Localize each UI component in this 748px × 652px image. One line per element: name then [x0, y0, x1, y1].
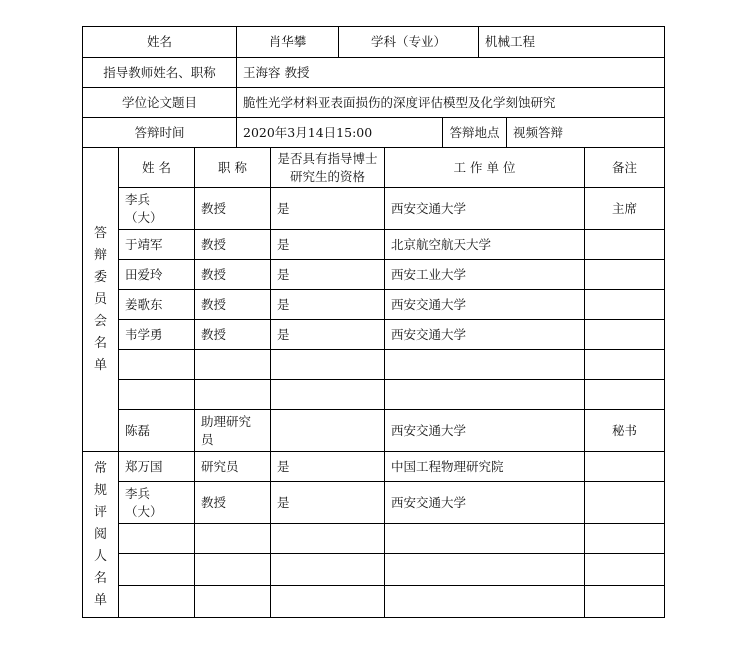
member-title: 教授	[195, 188, 271, 230]
info-table	[82, 26, 665, 148]
subject-label: 学科（专业）	[339, 27, 479, 58]
member-unit: 西安交通大学	[385, 188, 585, 230]
committee-label-char: 答	[93, 225, 107, 241]
member-note	[585, 554, 665, 586]
member-unit: 西安工业大学	[385, 260, 585, 290]
member-title	[195, 554, 271, 586]
committee-label-char: 辩	[93, 247, 107, 263]
member-qualification	[271, 350, 385, 380]
member-name: 陈磊	[119, 410, 195, 452]
member-qualification: 是	[271, 452, 385, 482]
committee-label-char: 会	[93, 313, 107, 329]
member-unit: 中国工程物理研究院	[385, 452, 585, 482]
member-note: 秘书	[585, 410, 665, 452]
member-note	[585, 290, 665, 320]
reviewer-row	[83, 524, 665, 554]
defense-place-value: 视频答辩	[507, 118, 665, 148]
defense-time-label: 答辩时间	[83, 118, 237, 148]
member-note: 主席	[585, 188, 665, 230]
member-unit	[385, 554, 585, 586]
col-note-header: 备注	[585, 148, 665, 188]
committee-label-char: 委	[93, 269, 107, 285]
committee-row	[83, 260, 665, 290]
committee-label-char: 单	[93, 357, 107, 373]
member-name	[119, 554, 195, 586]
member-note	[585, 482, 665, 524]
col-title-header: 职 称	[195, 148, 271, 188]
reviewers-label-char: 评	[93, 504, 107, 520]
committee-row	[83, 410, 665, 452]
reviewers-label-char: 单	[93, 592, 107, 608]
member-qualification: 是	[271, 482, 385, 524]
reviewers-label-char: 常	[93, 460, 107, 476]
member-title	[195, 524, 271, 554]
member-unit	[385, 524, 585, 554]
member-name	[119, 380, 195, 410]
member-note	[585, 380, 665, 410]
member-note	[585, 230, 665, 260]
committee-label-char: 员	[93, 291, 107, 307]
reviewers-label-char: 人	[93, 548, 107, 564]
member-name: 李兵 （大）	[119, 482, 195, 524]
advisor-label: 指导教师姓名、职称	[83, 58, 237, 88]
member-qualification	[271, 410, 385, 452]
member-name: 姜歌东	[119, 290, 195, 320]
member-note	[585, 320, 665, 350]
member-unit: 西安交通大学	[385, 320, 585, 350]
name-label: 姓名	[83, 27, 237, 58]
member-title: 研究员	[195, 452, 271, 482]
reviewer-row	[83, 554, 665, 586]
member-qualification: 是	[271, 320, 385, 350]
committee-row	[83, 380, 665, 410]
member-name: 于靖军	[119, 230, 195, 260]
member-unit: 西安交通大学	[385, 482, 585, 524]
member-qualification	[271, 554, 385, 586]
member-name	[119, 350, 195, 380]
member-title: 助理研究 员	[195, 410, 271, 452]
thesis-value: 脆性光学材料亚表面损伤的深度评估模型及化学刻蚀研究	[237, 88, 665, 118]
committee-label	[83, 148, 119, 452]
reviewers-label-char: 阅	[93, 526, 107, 542]
advisor-value: 王海容 教授	[237, 58, 665, 88]
member-title: 教授	[195, 320, 271, 350]
members-table	[82, 147, 665, 618]
member-qualification	[271, 586, 385, 618]
col-qualification-header: 是否具有指导博士研究生的资格	[271, 148, 385, 188]
reviewer-row	[83, 482, 665, 524]
subject-value: 机械工程	[479, 27, 665, 58]
committee-row	[83, 188, 665, 230]
member-title	[195, 350, 271, 380]
reviewers-label-char: 规	[93, 482, 107, 498]
committee-row	[83, 230, 665, 260]
member-note	[585, 260, 665, 290]
member-note	[585, 524, 665, 554]
member-title: 教授	[195, 290, 271, 320]
member-name: 田爱玲	[119, 260, 195, 290]
committee-row	[83, 350, 665, 380]
member-name: 李兵 （大）	[119, 188, 195, 230]
member-qualification	[271, 380, 385, 410]
defense-time-value: 2020年3月14日15:00	[237, 118, 443, 148]
reviewer-row	[83, 586, 665, 618]
member-name	[119, 586, 195, 618]
reviewer-row	[83, 452, 665, 482]
member-note	[585, 452, 665, 482]
member-qualification: 是	[271, 230, 385, 260]
member-note	[585, 350, 665, 380]
member-name	[119, 524, 195, 554]
column-header-row	[83, 148, 665, 188]
member-unit	[385, 380, 585, 410]
col-name-header: 姓 名	[119, 148, 195, 188]
member-name: 韦学勇	[119, 320, 195, 350]
thesis-label: 学位论文题目	[83, 88, 237, 118]
committee-row	[83, 320, 665, 350]
member-qualification	[271, 524, 385, 554]
committee-label-char: 名	[93, 335, 107, 351]
member-unit: 西安交通大学	[385, 290, 585, 320]
member-qualification: 是	[271, 290, 385, 320]
member-unit	[385, 350, 585, 380]
member-qualification: 是	[271, 260, 385, 290]
member-title	[195, 586, 271, 618]
member-title: 教授	[195, 230, 271, 260]
col-unit-header: 工 作 单 位	[385, 148, 585, 188]
reviewers-label-char: 名	[93, 570, 107, 586]
member-title	[195, 380, 271, 410]
member-title: 教授	[195, 482, 271, 524]
member-title: 教授	[195, 260, 271, 290]
member-unit: 北京航空航天大学	[385, 230, 585, 260]
defense-place-label: 答辩地点	[443, 118, 507, 148]
member-note	[585, 586, 665, 618]
member-name: 郑万国	[119, 452, 195, 482]
reviewers-label	[83, 452, 119, 618]
member-qualification: 是	[271, 188, 385, 230]
member-unit	[385, 586, 585, 618]
committee-row	[83, 290, 665, 320]
name-value: 肖华攀	[237, 27, 339, 58]
member-unit: 西安交通大学	[385, 410, 585, 452]
